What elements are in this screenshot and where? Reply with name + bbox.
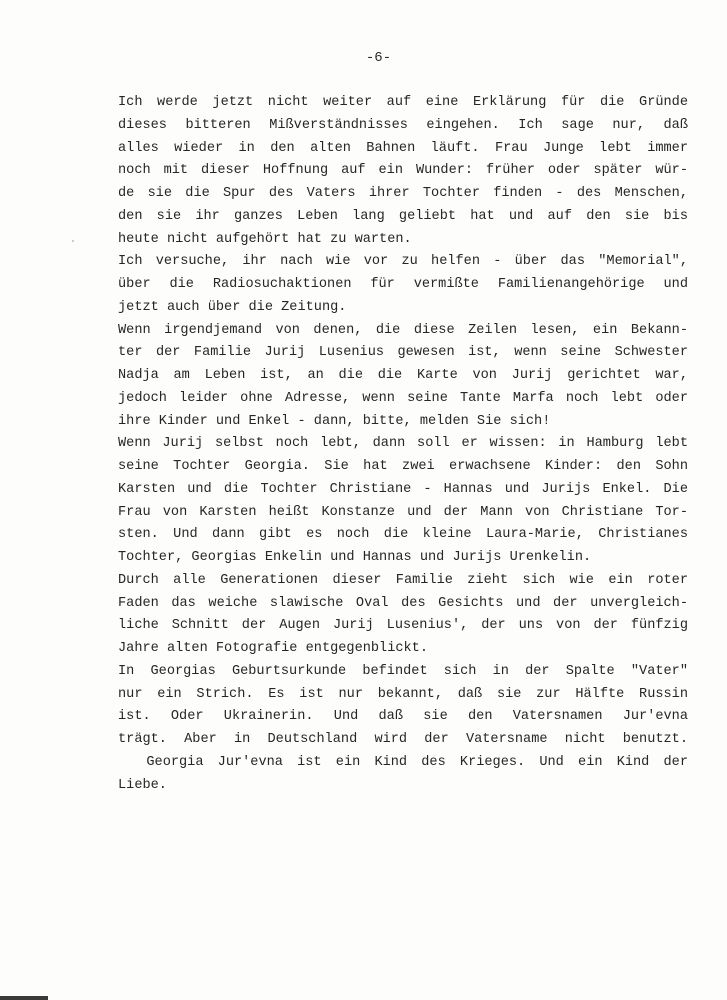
text-line: noch mit dieser Hoffnung auf ein Wunder: früher oder später wür-: [118, 163, 688, 179]
text-line: ihre Kinder und Enkel - dann, bitte, melden Sie sich!: [118, 413, 551, 429]
text-line: Jahre alten Fotografie entgegenblickt.: [118, 641, 428, 656]
margin-speck: [72, 240, 74, 242]
text-line: Wenn irgendjemand von denen, die diese Zeilen lesen, ein Bekann-: [118, 322, 688, 338]
text-line: dieses bitteren Mißverständnisses eingehen. Ich sage nur, daß: [118, 117, 688, 133]
text-line: liche Schnitt der Augen Jurij Lusenius', der uns von der fünfzig: [118, 618, 688, 634]
text-line: Frau von Karsten heißt Konstanze und der Mann von Christiane Tor-: [118, 504, 688, 520]
text-line: de sie die Spur des Vaters ihrer Tochter finden - des Menschen,: [118, 186, 688, 201]
text-line: jetzt auch über die Zeitung.: [118, 299, 347, 315]
page-number: -6-: [365, 50, 392, 66]
text-line: nur ein Strich. Es ist nur bekannt, daß sie zur Hälfte Russin: [118, 686, 688, 702]
text-line: Durch alle Generationen dieser Familie zieht sich wie ein roter: [118, 572, 688, 588]
text-line: trägt. Aber in Deutschland wird der Vatersname nicht benutzt.: [118, 732, 688, 747]
text-line: In Georgias Geburtsurkunde befindet sich in der Spalte "Vater": [118, 663, 688, 679]
text-line: Ich werde jetzt nicht weiter auf eine Erklärung für die Gründe: [118, 95, 688, 110]
text-line: Nadja am Leben ist, an die die Karte von Jurij gerichtet war,: [118, 368, 688, 383]
text-line: Georgia Jur'evna ist ein Kind des Krieges. Und ein Kind der: [118, 754, 688, 770]
text-line: Faden das weiche slawische Oval des Gesichts und der unvergleich-: [118, 595, 688, 611]
text-line: jedoch leider ohne Adresse, wenn seine Tante Marfa noch lebt oder: [118, 390, 688, 406]
text-line: Ich versuche, ihr nach wie vor zu helfen - über das "Memorial",: [118, 254, 688, 270]
text-line: seine Tochter Georgia. Sie hat zwei erwachsene Kinder: den Sohn: [118, 459, 688, 474]
text-line: über die Radiosuchaktionen für vermißte Familienangehörige und: [118, 277, 688, 292]
text-line: Wenn Jurij selbst noch lebt, dann soll er wissen: in Hamburg lebt: [118, 436, 688, 452]
text-line: Tochter, Georgias Enkelin und Hannas und Jurijs Urenkelin.: [118, 550, 592, 565]
text-line: Liebe.: [118, 777, 167, 793]
text-line: ist. Oder Ukrainerin. Und daß sie den Vatersnamen Jur'evna: [118, 709, 688, 725]
scan-edge-mark: [0, 996, 48, 1000]
text-line: Karsten und die Tochter Christiane - Hannas und Jurijs Enkel. Die: [118, 481, 688, 497]
body-text: [118, 92, 688, 797]
text-line: heute nicht aufgehört hat zu warten.: [118, 231, 412, 247]
text-line: den sie ihr ganzes Leben lang geliebt hat und auf den sie bis: [118, 208, 688, 224]
text-line: sten. Und dann gibt es noch die kleine Laura-Marie, Christianes: [118, 527, 688, 543]
text-line: ter der Familie Jurij Lusenius gewesen ist, wenn seine Schwester: [118, 345, 688, 361]
text-line: alles wieder in den alten Bahnen läuft. Frau Junge lebt immer: [118, 140, 688, 156]
